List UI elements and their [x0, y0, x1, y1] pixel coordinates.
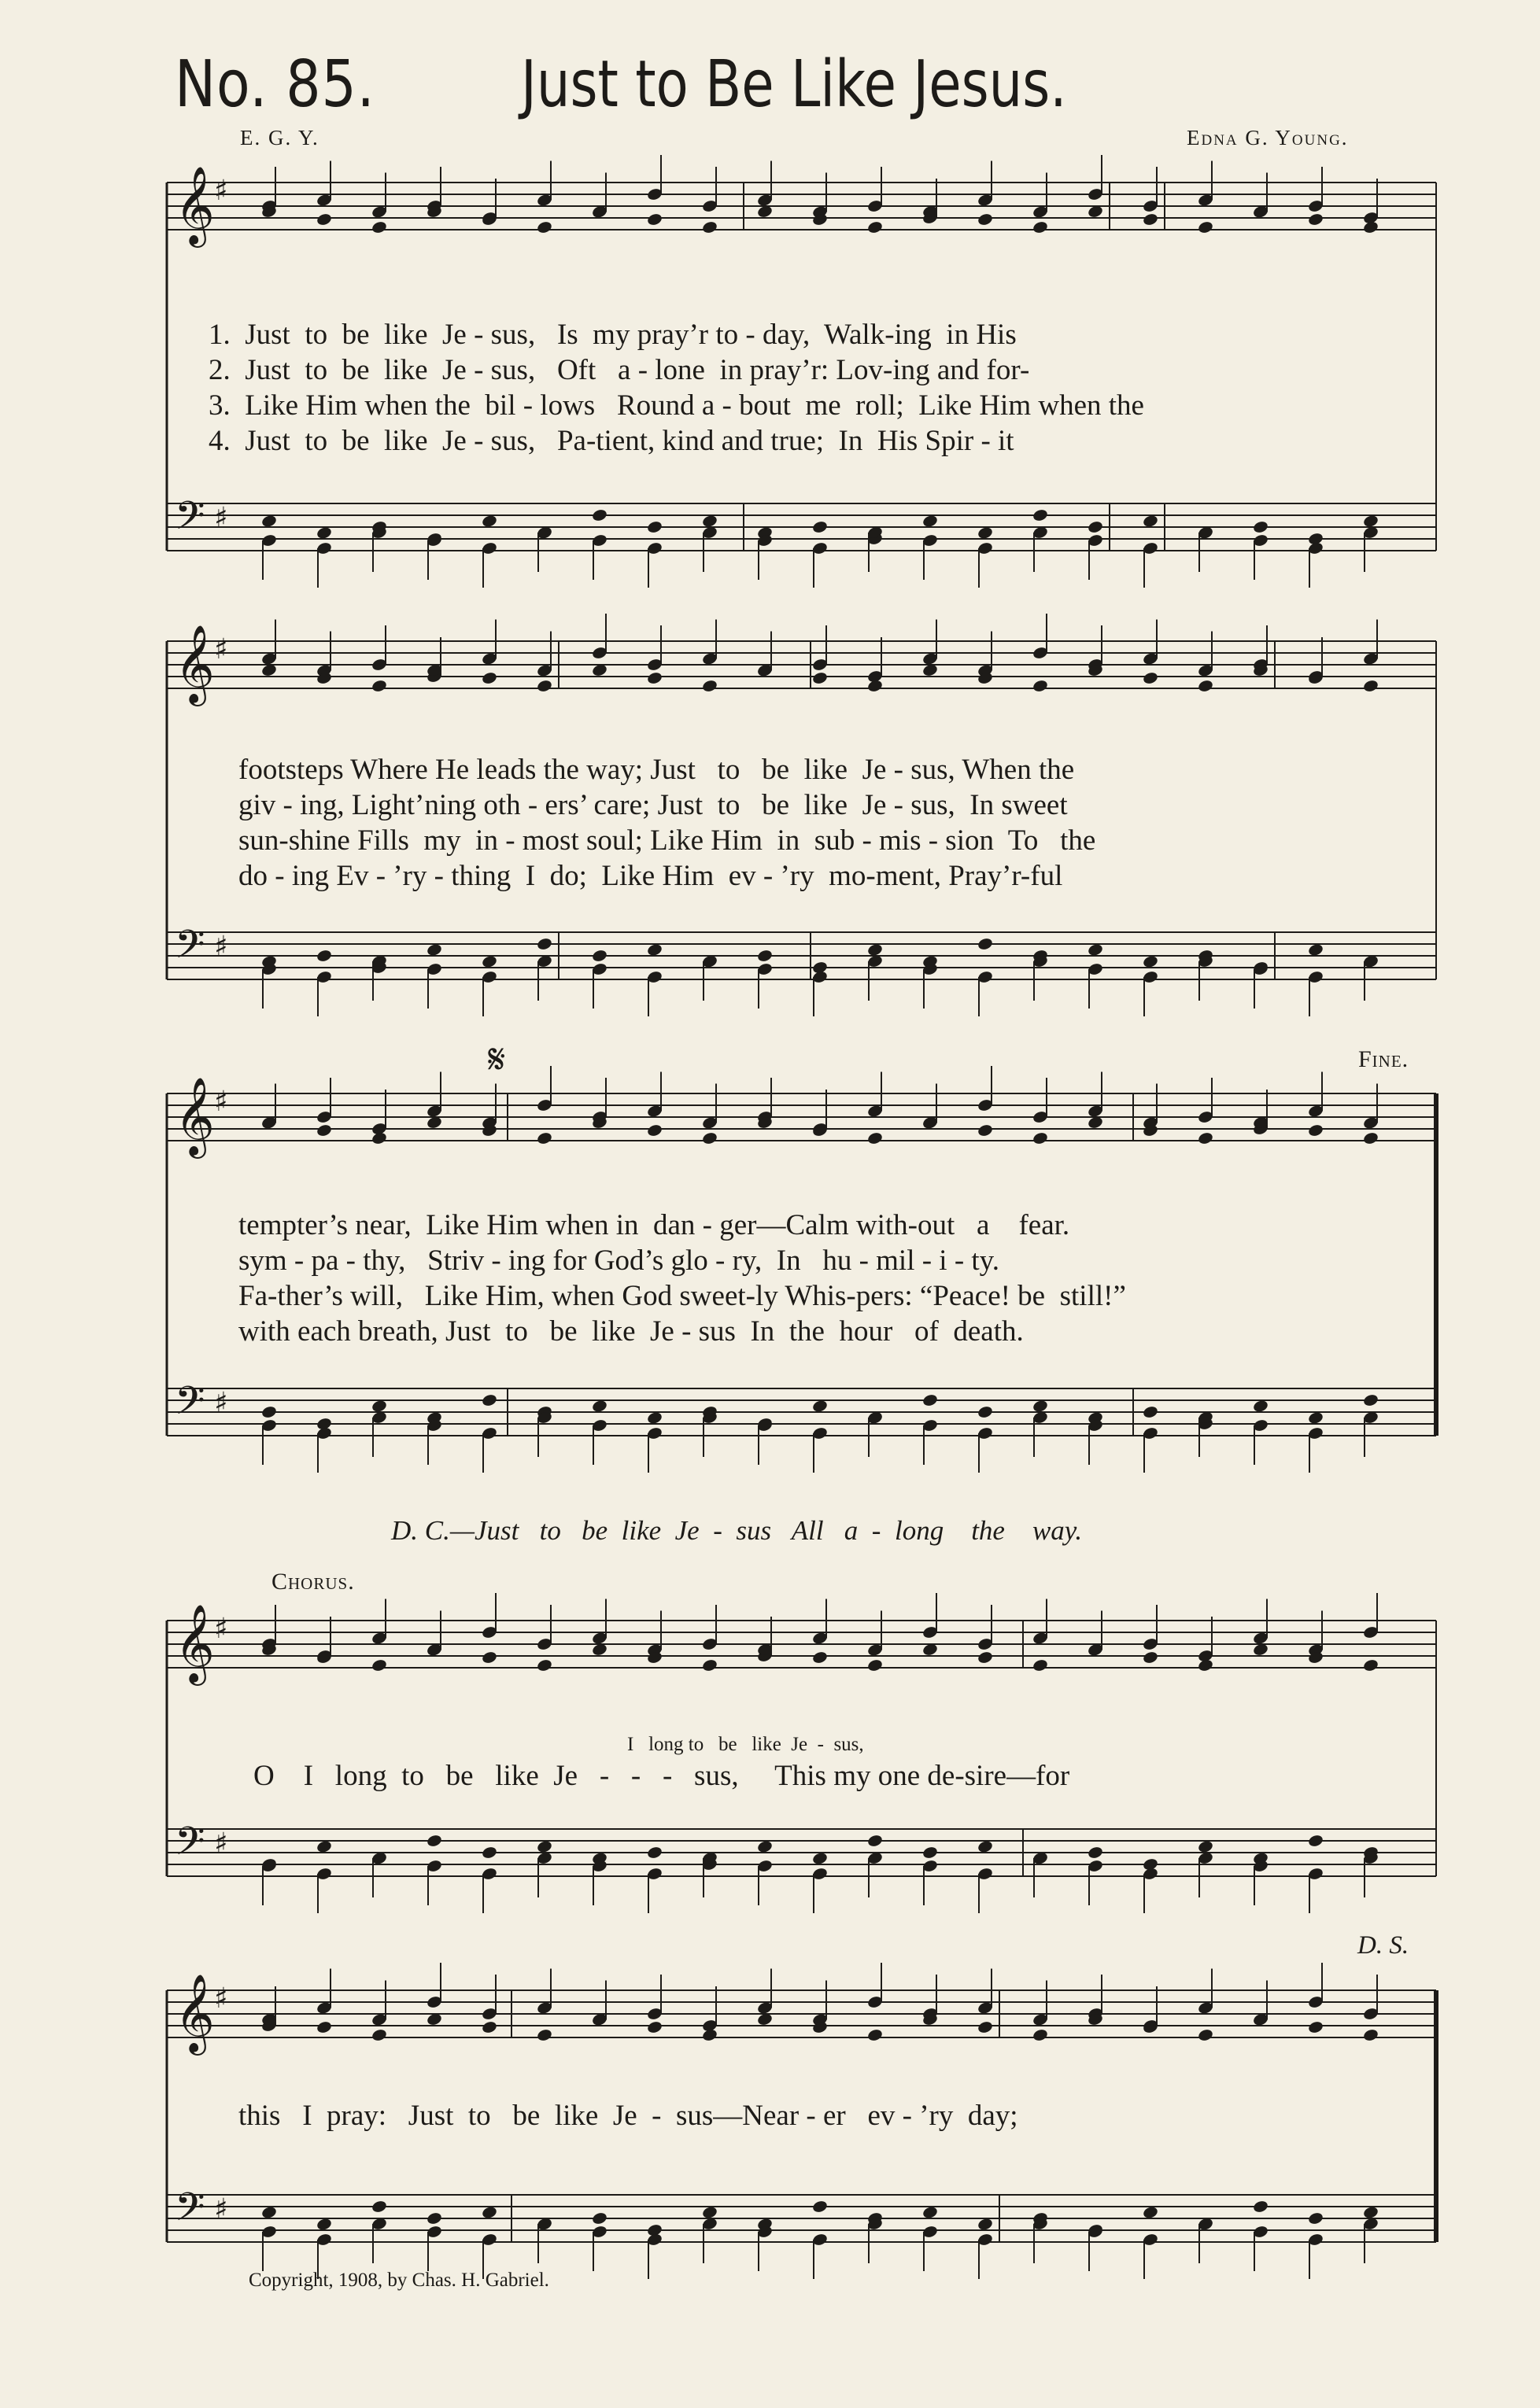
note-head — [1087, 1846, 1103, 1860]
note-head — [1197, 220, 1213, 234]
bass-clef: 𝄢 — [175, 493, 205, 548]
lyric-s3-v4: with each breath, Just to be like Je - sus In the hour of death. — [238, 1315, 1024, 1348]
note-head — [316, 1839, 332, 1853]
note-head — [921, 1393, 938, 1407]
bass-clef: 𝄢 — [175, 922, 205, 977]
note-head — [316, 525, 332, 540]
note-head — [1197, 2028, 1213, 2042]
note-head — [481, 954, 497, 968]
note-head — [701, 220, 718, 234]
note-head — [811, 671, 828, 685]
note-head — [1032, 508, 1048, 522]
note-head — [371, 1658, 387, 1672]
note-head — [371, 1131, 387, 1145]
note-head — [1197, 1658, 1213, 1672]
note-head — [371, 679, 387, 693]
note-head — [1197, 1839, 1213, 1853]
lyric-s2-v2: giv - ing, Light’ning oth - ers’ care; Just to be like Je - sus, In sweet — [238, 789, 1068, 821]
note-head — [316, 2217, 332, 2231]
note-head — [921, 514, 938, 528]
note-head — [921, 1846, 938, 1860]
key-sharp: ♯ — [214, 175, 228, 207]
key-sharp: ♯ — [214, 502, 228, 534]
note-head — [866, 942, 883, 957]
note-head — [866, 220, 883, 234]
note-head — [481, 514, 497, 528]
note-head — [701, 679, 718, 693]
note-head — [977, 2020, 993, 2034]
note-head — [646, 520, 663, 534]
note-head — [1252, 520, 1269, 534]
note-head — [1362, 1393, 1379, 1407]
segno-sign: 𝄋 — [488, 1038, 506, 1082]
lyric-s3-v3: Fa-ther’s will, Like Him, when God sweet-ly Whis-pers: “Peace! be still!” — [238, 1280, 1126, 1312]
lyric-s3-v2: sym - pa - thy, Striv - ing for God’s glo - ry, In hu - mil - i - ty. — [238, 1245, 1000, 1277]
note-head — [536, 2028, 552, 2042]
note-head — [1142, 671, 1158, 685]
note-head — [260, 2205, 277, 2219]
lyric-s2-v1: footsteps Where He leads the way; Just to be like Je - sus, When the — [238, 754, 1075, 786]
dc-line: D. C.—Just to be like Je - sus All a - long the way. — [391, 1515, 1083, 1546]
treble-clef: 𝄞 — [175, 625, 215, 703]
note-head — [1362, 2028, 1379, 2042]
note-head — [646, 942, 663, 957]
note-head — [646, 1846, 663, 1860]
key-sharp: ♯ — [214, 633, 228, 666]
note-head — [1087, 942, 1103, 957]
note-head — [811, 1650, 828, 1665]
lyric-s1-v4: 4. Just to be like Je - sus, Pa-tient, kind and true; In His Spir - it — [209, 425, 1014, 457]
note-head — [977, 1123, 993, 1138]
key-sharp: ♯ — [214, 2193, 228, 2225]
hymn-number: No. 85. — [175, 47, 375, 122]
note-head — [646, 1123, 663, 1138]
lyric-chorus-1: O I long to be like Je - - - sus, This my one de-sire—for — [253, 1760, 1070, 1792]
note-head — [1362, 220, 1379, 234]
treble-clef: 𝄞 — [175, 1604, 215, 1683]
note-head — [1307, 1411, 1324, 1425]
note-head — [1197, 1131, 1213, 1145]
note-head — [1362, 1131, 1379, 1145]
fine-marking: Fine. — [1358, 1046, 1409, 1072]
lyric-s1-v3: 3. Like Him when the bil - lows Round a - bout me roll; Like Him when the — [209, 389, 1144, 422]
note-head — [426, 1834, 442, 1848]
key-sharp: ♯ — [214, 931, 228, 963]
chorus-bass-echo: I long to be like Je - sus, — [627, 1734, 864, 1755]
note-head — [977, 937, 993, 951]
note-head — [977, 2217, 993, 2231]
note-head — [701, 1131, 718, 1145]
note-head — [1307, 942, 1324, 957]
note-head — [811, 2200, 828, 2214]
note-head — [756, 949, 773, 963]
note-head — [977, 1839, 993, 1853]
note-head — [1307, 2020, 1324, 2034]
note-head — [1142, 1405, 1158, 1419]
note-head — [426, 2211, 442, 2225]
note-head — [1142, 954, 1158, 968]
note-head — [977, 1650, 993, 1665]
lyric-s3-v1: tempter’s near, Like Him when in dan - ger—Calm with-out a fear. — [238, 1209, 1070, 1241]
note-head — [811, 520, 828, 534]
note-head — [481, 671, 497, 685]
note-head — [1362, 1658, 1379, 1672]
note-head — [977, 1405, 993, 1419]
note-head — [260, 1405, 277, 1419]
note-head — [1142, 212, 1158, 227]
note-head — [1032, 1131, 1048, 1145]
note-head — [1307, 1123, 1324, 1138]
note-head — [866, 679, 883, 693]
note-head — [316, 2020, 332, 2034]
note-head — [811, 1399, 828, 1413]
note-head — [481, 2205, 497, 2219]
note-head — [591, 2211, 608, 2225]
note-head — [701, 1658, 718, 1672]
note-head — [1362, 679, 1379, 693]
bass-clef: 𝄢 — [175, 1819, 205, 1874]
note-head — [701, 514, 718, 528]
note-head — [1252, 1399, 1269, 1413]
copyright-notice: Copyright, 1908, by Chas. H. Gabriel. — [249, 2270, 549, 2291]
note-head — [1032, 2028, 1048, 2042]
key-sharp: ♯ — [214, 1982, 228, 2015]
note-head — [371, 1399, 387, 1413]
lyric-s2-v4: do - ing Ev - ’ry - thing I do; Like Him ev - ’ry mo-ment, Pray’r-ful — [238, 860, 1063, 892]
note-head — [1307, 1834, 1324, 1848]
note-head — [1252, 2200, 1269, 2214]
ds-marking: D. S. — [1357, 1931, 1409, 1960]
note-head — [536, 1658, 552, 1672]
lyric-s1-v2: 2. Just to be like Je - sus, Oft a - lone in pray’r: Lov-ing and for- — [209, 354, 1030, 386]
note-head — [481, 2020, 497, 2034]
note-head — [701, 2205, 718, 2219]
note-head — [1362, 2205, 1379, 2219]
note-head — [591, 508, 608, 522]
key-sharp: ♯ — [214, 1827, 228, 1860]
note-head — [536, 220, 552, 234]
note-head — [1307, 2211, 1324, 2225]
note-head — [591, 1399, 608, 1413]
note-head — [646, 2020, 663, 2034]
treble-clef: 𝄞 — [175, 1077, 215, 1156]
author-name: Edna G. Young. — [1187, 126, 1349, 149]
note-head — [811, 1851, 828, 1865]
note-head — [1142, 514, 1158, 528]
note-head — [1087, 520, 1103, 534]
note-head — [866, 2028, 883, 2042]
note-head — [536, 1131, 552, 1145]
note-head — [1197, 679, 1213, 693]
key-sharp: ♯ — [214, 1387, 228, 1419]
note-head — [536, 679, 552, 693]
lyric-s2-v3: sun-shine Fills my in - most soul; Like Him in sub - mis - sion To the — [238, 824, 1096, 857]
note-head — [1032, 1399, 1048, 1413]
note-head — [1362, 514, 1379, 528]
note-head — [866, 1658, 883, 1672]
note-head — [260, 514, 277, 528]
note-head — [866, 1131, 883, 1145]
note-head — [481, 1393, 497, 1407]
note-head — [371, 2200, 387, 2214]
note-head — [646, 671, 663, 685]
note-head — [371, 220, 387, 234]
key-sharp: ♯ — [214, 1613, 228, 1645]
note-head — [646, 212, 663, 227]
note-head — [977, 525, 993, 540]
note-head — [1032, 679, 1048, 693]
key-sharp: ♯ — [214, 1086, 228, 1118]
lyric-chorus-2: this I pray: Just to be like Je - sus—Near - er ev - ’ry day; — [238, 2100, 1018, 2132]
note-head — [1142, 2205, 1158, 2219]
hymn-title: Just to Be Like Jesus. — [521, 47, 1067, 122]
note-head — [536, 937, 552, 951]
note-head — [646, 1411, 663, 1425]
note-head — [1307, 212, 1324, 227]
treble-clef: 𝄞 — [175, 166, 215, 245]
note-head — [1142, 1650, 1158, 1665]
bass-clef: 𝄢 — [175, 2185, 205, 2240]
note-head — [1032, 1658, 1048, 1672]
note-head — [921, 2205, 938, 2219]
bass-clef: 𝄢 — [175, 1378, 205, 1433]
note-head — [426, 942, 442, 957]
note-head — [536, 1839, 552, 1853]
note-head — [481, 1846, 497, 1860]
note-head — [756, 1839, 773, 1853]
note-head — [591, 949, 608, 963]
note-head — [316, 949, 332, 963]
note-head — [701, 2028, 718, 2042]
chorus-label: Chorus. — [271, 1569, 355, 1595]
author-initials: E. G. Y. — [240, 126, 319, 149]
note-head — [977, 212, 993, 227]
note-head — [1032, 220, 1048, 234]
note-head — [371, 2028, 387, 2042]
note-head — [316, 212, 332, 227]
note-head — [866, 1834, 883, 1848]
note-head — [481, 1650, 497, 1665]
treble-clef: 𝄞 — [175, 1974, 215, 2052]
note-head — [316, 1123, 332, 1138]
lyric-s1-v1: 1. Just to be like Je - sus, Is my pray’r to - day, Walk-ing in His — [209, 319, 1017, 351]
